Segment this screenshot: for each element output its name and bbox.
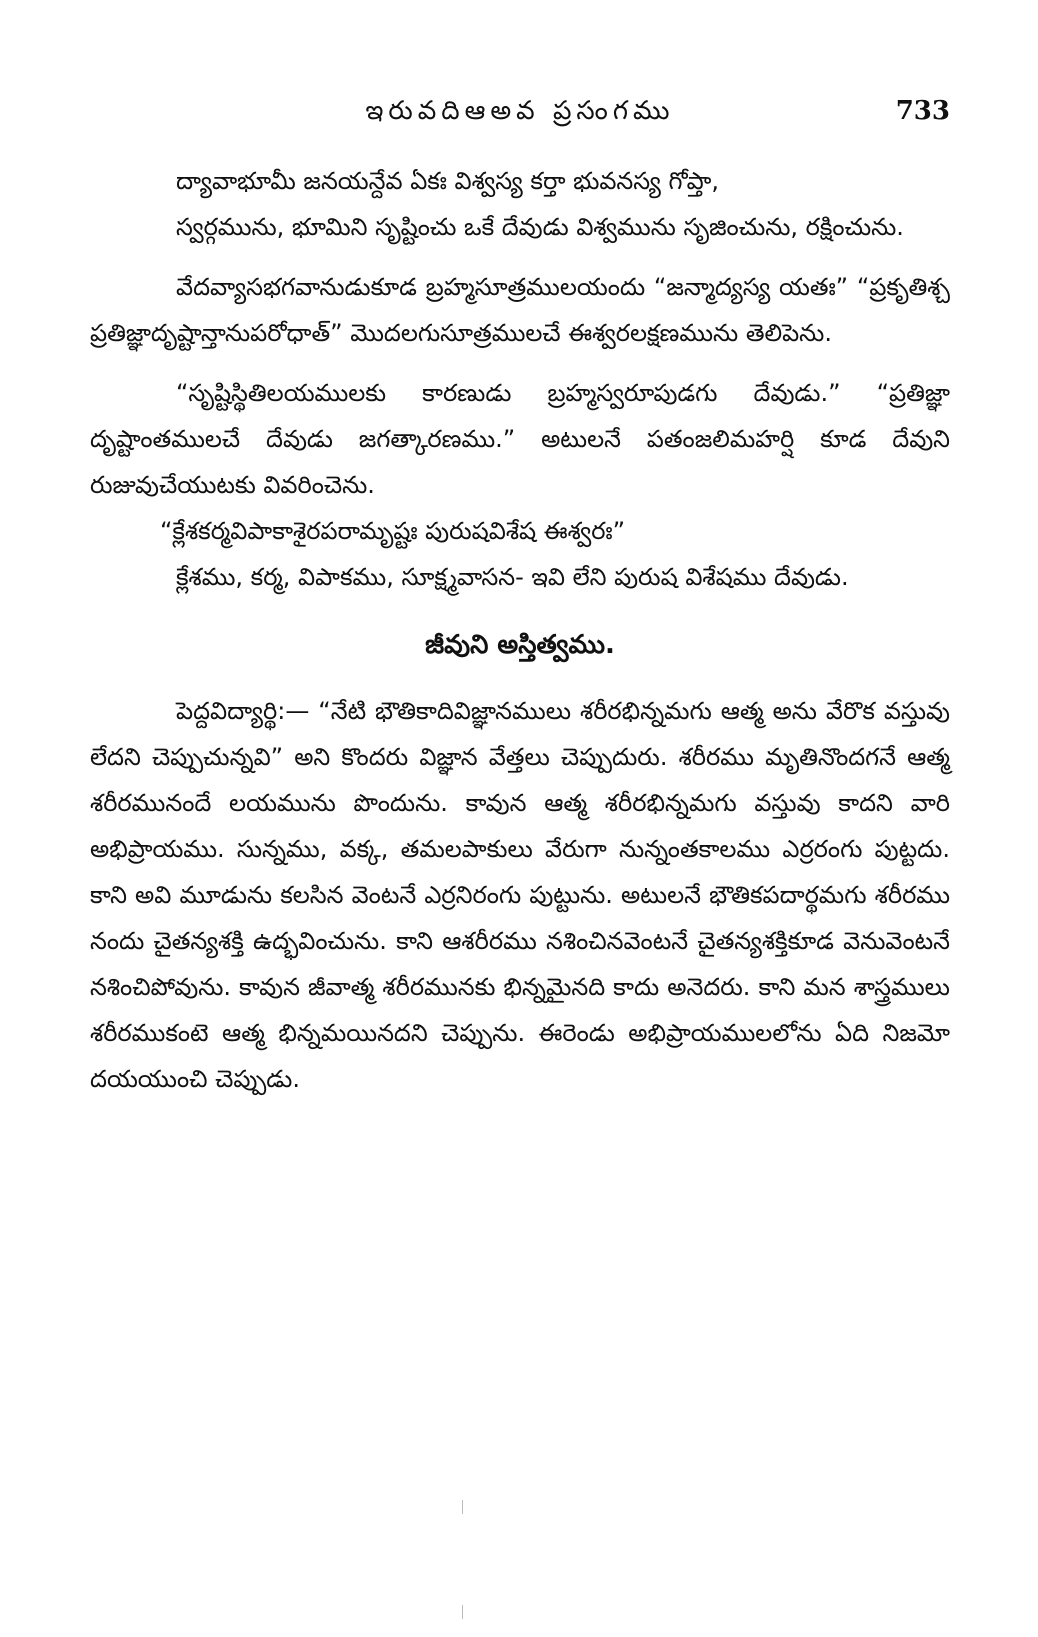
paragraph-student-question: పెద్దవిద్యార్థి:— “నేటి భౌతికాదివిజ్ఞానములు శరీరభిన్నమగు ఆత్మ అను వేరొక వస్తువు లేదని చెప్పుచున్నవి” అని కొందరు విజ్ఞాన వేత్తలు చెప్పుదురు. శరీరము మృతినొందగనే ఆత్మ శరీరమునందే లయమును పొందును. కావున ఆత్మ శరీరభిన్నమగు వస్తువు కాదని వారి అభిప్రాయము. సున్నము, వక్క, తమలపాకులు వేరుగా నున్నంతకాలము ఎర్రరంగు పుట్టదు. కాని అవి మూడును కలసిన వెంటనే ఎర్రనిరంగు పుట్టును. అటులనే భౌతికపదార్థమగు శరీరము నందు చైతన్యశక్తి ఉద్భవించును. కాని ఆశరీరము నశించినవెంటనే చైతన్యశక్తికూడ వెనువెంటనే నశించిపోవును. కావున జీవాత్మ శరీరమునకు భిన్నమైనది కాదు అనెదరు. కాని మన శాస్త్రములు శరీరముకంటె ఆత్మ భిన్నమయినదని చెప్పును. ఈరెండు అభిప్రాయములలోను ఏది నిజమో దయయుంచి చెప్పుడు. <box>90 697 950 1093</box>
paragraph-translation: స్వర్గమును, భూమిని సృష్టించు ఒకే దేవుడు విశ్వమును సృజించును, రక్షించును. <box>176 213 904 241</box>
paragraph-srushti: “సృష్టిస్థితిలయములకు కారణుడు బ్రహ్మస్వరూపుడగు దేవుడు.” “ప్రతిజ్ఞా దృష్టాంతములచే దేవుడు జగత్కారణము.” అటులనే పతంజలిమహర్షి కూడ దేవుని రుజువుచేయుటకు వివరించెను. <box>90 379 950 499</box>
paragraph-vedavyasa: వేదవ్యాసభగవానుడుకూడ బ్రహ్మసూత్రములయందు “జన్మాద్యస్య యతః” “ప్రకృతిశ్చ ప్రతిజ్ఞాదృష్టాన్తానుపరోధాత్” మొదలగుసూత్రములచే ఈశ్వరలక్షణమును తెలిపెను. <box>90 273 950 347</box>
page-header <box>90 96 950 136</box>
scan-mark <box>462 1605 463 1619</box>
page-number: 733 <box>895 96 950 126</box>
section-heading: జీవుని అస్తిత్వము. <box>425 630 615 660</box>
running-title: ఇరువదిఆఅవ ప్రసంగము <box>365 96 675 126</box>
verse-line: ద్యావాభూమీ జనయన్దేవ ఏకః విశ్వస్య కర్తా భువనస్య గోప్తా, <box>176 167 720 195</box>
page-body <box>90 158 950 1102</box>
sutra-quote: “క్లేశకర్మవిపాకాశైరపరామృష్టః పురుషవిశేష ఈశ్వరః” <box>160 517 626 545</box>
scan-mark <box>462 1500 463 1514</box>
paragraph-klesha: క్లేశము, కర్మ, విపాకము, సూక్ష్మవాసన- ఇవి లేని పురుష విశేషము దేవుడు. <box>176 563 849 591</box>
